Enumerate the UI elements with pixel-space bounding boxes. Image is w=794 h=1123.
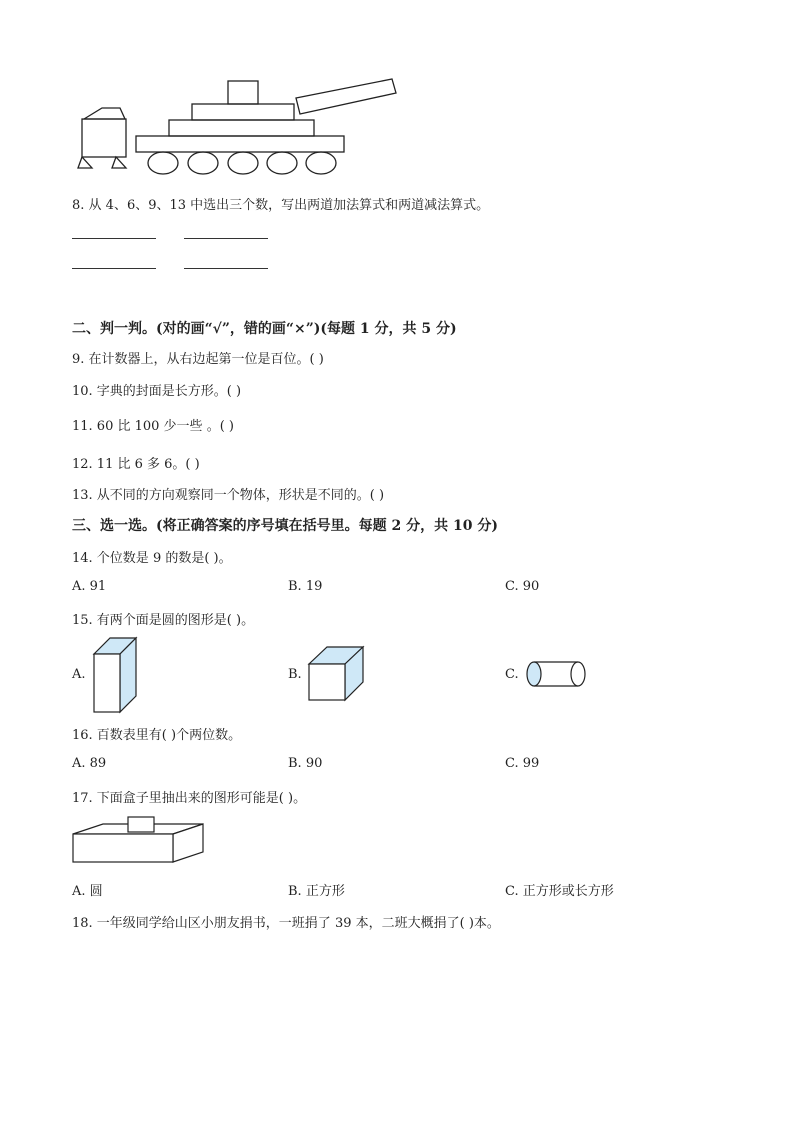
q15-option-c-label: C. bbox=[505, 667, 519, 682]
cylinder-shape-image bbox=[524, 660, 588, 690]
answer-blank-2[interactable] bbox=[184, 238, 268, 239]
question-15: 15. 有两个面是圆的图形是( )。 bbox=[72, 613, 255, 628]
q14-option-c: C. 90 bbox=[505, 579, 540, 594]
q15-option-b-label: B. bbox=[288, 667, 302, 682]
q17-option-c: C. 正方形或长方形 bbox=[505, 884, 614, 899]
question-9: 9. 在计数器上，从右边起第一位是百位。( ) bbox=[72, 352, 324, 367]
question-17: 17. 下面盒子里抽出来的图形可能是( )。 bbox=[72, 791, 307, 806]
cuboid-shape-image bbox=[90, 634, 140, 714]
q15-option-a-label: A. bbox=[72, 667, 86, 682]
question-10: 10. 字典的封面是长方形。( ) bbox=[72, 384, 242, 399]
section-3-heading: 三、选一选。(将正确答案的序号填在括号里。每题 2 分，共 10 分) bbox=[72, 518, 498, 534]
box-with-block-image bbox=[70, 816, 210, 866]
q16-option-c: C. 99 bbox=[505, 756, 540, 771]
q17-option-b: B. 正方形 bbox=[288, 884, 345, 899]
q16-option-a: A. 89 bbox=[72, 756, 107, 771]
block-figure-drawing bbox=[76, 74, 416, 184]
question-16: 16. 百数表里有( )个两位数。 bbox=[72, 728, 242, 743]
question-14: 14. 个位数是 9 的数是( )。 bbox=[72, 551, 232, 566]
q14-option-a: A. 91 bbox=[72, 579, 107, 594]
question-12: 12. 11 比 6 多 6。( ) bbox=[72, 457, 200, 472]
section-2-heading: 二、判一判。(对的画“√”，错的画“×”)(每题 1 分，共 5 分) bbox=[72, 321, 457, 337]
question-8: 8. 从 4、6、9、13 中选出三个数，写出两道加法算式和两道减法算式。 bbox=[72, 198, 490, 213]
cube-shape-image bbox=[305, 644, 365, 704]
q14-option-b: B. 19 bbox=[288, 579, 323, 594]
answer-blank-4[interactable] bbox=[184, 268, 268, 269]
q17-option-a: A. 圆 bbox=[72, 884, 103, 899]
answer-blank-3[interactable] bbox=[72, 268, 156, 269]
answer-blank-1[interactable] bbox=[72, 238, 156, 239]
question-13: 13. 从不同的方向观察同一个物体，形状是不同的。( ) bbox=[72, 488, 385, 503]
q16-option-b: B. 90 bbox=[288, 756, 323, 771]
question-18: 18. 一年级同学给山区小朋友捐书，一班捐了 39 本，二班大概捐了( )本。 bbox=[72, 916, 500, 931]
question-11: 11. 60 比 100 少一些 。( ) bbox=[72, 419, 234, 434]
